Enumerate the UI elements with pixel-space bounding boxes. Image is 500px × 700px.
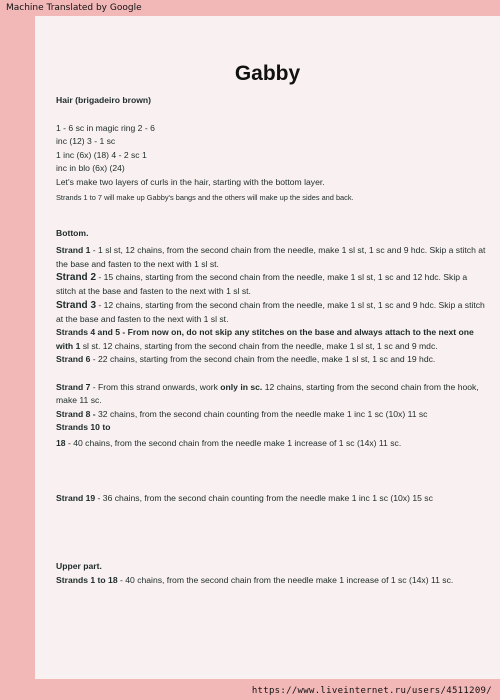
strand-1 (56, 244, 488, 271)
strand-8 (56, 408, 488, 422)
strand-text: - From this strand onwards, work (90, 381, 221, 392)
strand-text: - 36 chains, from the second chain counting from the needle make 1 inc 1 sc (10x) 15 sc (95, 493, 433, 503)
strand-19 (56, 492, 488, 506)
strand-2 (56, 271, 488, 299)
bottom-heading: Bottom. (56, 227, 89, 238)
strand-label: 18 (56, 437, 66, 448)
strand-text: - 15 chains, starting from the second chain from the needle, make 1 sl st, 1 sc and 12 hdc. Skip a stitch at the base and fasten to the next with 1 sl st. (56, 272, 468, 296)
strands-10-label: Strands 10 to (56, 422, 111, 432)
strand-text: - 40 chains, from the second chain from the needle make 1 increase of 1 sc (14x) 11 sc. (65, 437, 402, 448)
strand-text: - 40 chains, from the second chain from the needle make 1 increase of 1 sc (14x) 11 sc. (117, 575, 454, 585)
strand-label: Strand 1 (56, 245, 91, 255)
strand-text: 12 chains, starting from the second chain from the hook, make 11 sc. (56, 381, 479, 405)
round-line: 1 inc (6x) (18) 4 - 2 sc 1 (56, 149, 147, 160)
strand-18 (56, 437, 488, 451)
strand-label: Strand 2 (56, 272, 97, 283)
strand-text: 32 chains, from the second chain counting from the needle make 1 inc 1 sc (10x) 11 sc (95, 408, 428, 419)
strand-text: - 22 chains, starting from the second chain from the needle, make 1 sl st, 1 sc and 19 hdc. (90, 354, 436, 364)
strand-3 (56, 299, 488, 327)
hair-intro: Let's make two layers of curls in the hair, starting with the bottom layer. (56, 176, 325, 187)
strand-label: Strand 6 (56, 354, 91, 364)
strand-label: Strand 19 (56, 493, 96, 503)
machine-translated-label: Machine Translated by Google (6, 3, 142, 13)
strand-7 (56, 381, 488, 408)
strand-label: Strand 8 - (56, 408, 96, 419)
round-line: inc in blo (6x) (24) (56, 163, 125, 173)
page-title: Gabby (234, 62, 301, 85)
strand-label: Strand 3 (56, 299, 97, 311)
hair-heading: Hair (brigadeiro brown) (56, 95, 152, 105)
strands-4-5 (56, 326, 488, 353)
strand-label: Strand 7 (56, 381, 91, 392)
document-page (35, 16, 500, 679)
strand-text: - 12 chains, starting from the second chain from the needle, make 1 sl st, 1 sc and 9 hdc. Skip a stitch at the base and fasten to the next with 1 sl st. (56, 299, 485, 324)
strand-text: sl st. 12 chains, starting from the second chain from the needle, make 1 sl st, 1 sc and 9 mdc. (80, 340, 438, 351)
round-line: 1 - 6 sc in magic ring 2 - 6 (56, 122, 155, 133)
strand-text: - 1 sl st, 12 chains, from the second chain from the needle, make 1 sl st, 1 sc and 9 hdc. Skip a stitch at the base and fasten to the next with 1 sl st. (56, 245, 486, 269)
strand-emphasis: only in sc. (220, 381, 263, 392)
source-url: https://www.liveinternet.ru/users/4511209/ (251, 686, 492, 696)
strand-label: Strands 4 and 5 - From now on, do not skip any stitches on the base and always attach to the next one with 1 (56, 327, 474, 351)
hair-note: Strands 1 to 7 will make up Gabby's bangs and the others will make up the sides and back. (56, 193, 354, 202)
strand-label: Strands 1 to 18 (56, 575, 118, 585)
round-line: inc (12) 3 - 1 sc (56, 136, 116, 146)
upper-strands (56, 574, 488, 588)
pattern-content (56, 94, 488, 588)
strand-6 (56, 353, 488, 367)
upper-heading: Upper part. (56, 560, 102, 571)
